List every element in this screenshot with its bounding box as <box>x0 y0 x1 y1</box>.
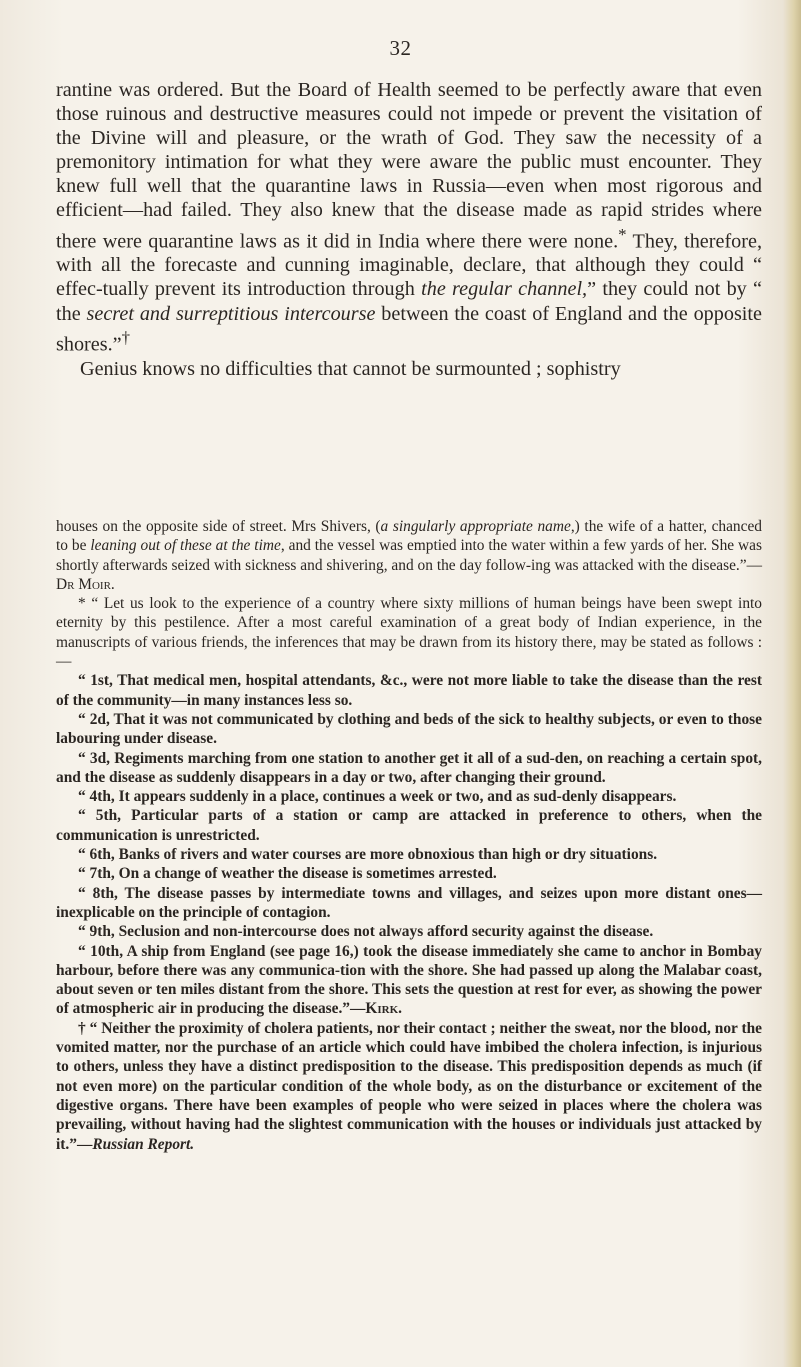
footnote-list-item-10 <box>56 942 762 1019</box>
footnote-list-item: “ 8th, The disease passes by intermediate towns and villages, and seizes upon more distant ones—inexplicable on the principle of contagion. <box>56 884 762 921</box>
footnote-list-item: “ 3d, Regiments marching from one station to another get it all of a sud-den, on reaching a certain spot, and the disease as suddenly disappears in a day or two, after changing their ground. <box>56 749 762 786</box>
page-number: 32 <box>389 36 412 60</box>
footnote-list-item: “ 9th, Seclusion and non-intercourse does not always afford security against the disease. <box>78 923 654 941</box>
footnote-emphasis: leaning out of these at the time <box>90 537 281 555</box>
footnote-asterisk: * “ Let us look to the experience of a country where sixty millions of human beings have been swept into eternity by this pestilence. After a most careful examination of a great body of Indian experience, in the manuscripts of various friends, the inferences that may be drawn from its history there, may be stated as follows :— <box>56 595 762 671</box>
footnote-list-item: “ 1st, That medical men, hospital attendants, &c., were not more liable to take the disease than the rest of the community—in many instances less so. <box>56 672 762 709</box>
main-paragraph-2: Genius knows no difficulties that cannot be surmounted ; sophistry <box>80 357 621 380</box>
footnote-list-item: “ 2d, That it was not communicated by clothing and beds of the sick to healthy subjects, or even to those labouring under disease. <box>56 710 762 748</box>
footnote-text-run: † “ Neither the proximity of cholera patients, nor their contact ; neither the sweat, nor the blood, nor the vomited matter, nor the purchase of an article which could have imbibed the cholera infection, is injurious to others, unless they have a distinct predisposition to the disease. This predisposition depends as much (if not even more) on the particular condition of the whole body, as on the disturbance or excitement of the digestive organs. There have been examples of people who were seized in places where the cholera was prevailing, without having had the slightest communication with the houses or individuals just attacked by it.”— <box>56 1019 762 1153</box>
footnote-text-run: ,) the wife of a hatter, chanced to be <box>56 518 762 555</box>
footnote-list-item: “ 6th, Banks of rivers and water courses are more obnoxious than high or dry situations. <box>78 846 658 864</box>
footnote-list-item: “ 7th, On a change of weather the disease is sometimes arrested. <box>78 865 497 883</box>
footnote-mark-dagger: † <box>121 327 131 347</box>
footnote-attribution: Russian Report. <box>92 1135 195 1153</box>
main-text-run: ” they could not by “ the <box>56 278 762 325</box>
main-text-run: They, therefore, with all the forecaste and cunning imaginable, declare, that although they could “ effec-tually prevent its introduction through <box>56 230 762 301</box>
footnotes <box>56 517 762 1154</box>
footnote-text-run: “ 10th, A ship from England (see page 16,) took the disease immediately she came to anchor in Bombay harbour, before there was any communica-tion with the shore. She had passed up along the Malabar coast, about seven or ten miles distant from the shore. This sets the question at rest for ever, as showing the power of atmospheric air in producing the disease.”— <box>56 942 762 1018</box>
footnote-attribution: Dr Moir. <box>56 575 115 593</box>
footnote-dagger <box>56 1019 762 1154</box>
footnote-mark-asterisk: * <box>618 224 627 244</box>
footnote-emphasis: a singularly appropriate name <box>380 518 571 535</box>
page-edge-shadow <box>783 0 801 1367</box>
footnote-attribution: Kirk. <box>365 1000 402 1018</box>
footnote-list-item: “ 5th, Particular parts of a station or camp are attacked in preference to others, when the communication is unrestricted. <box>56 807 762 844</box>
footnote-continuation <box>56 517 762 594</box>
emphasis-regular-channel: the regular channel, <box>421 278 588 301</box>
main-text <box>56 78 762 381</box>
footnote-text-run: houses on the opposite side of street. Mrs Shivers, ( <box>56 518 381 535</box>
footnote-text-run: , and the vessel was emptied into the water within a few yards of her. She was shortly afterwards seized with sickness and shivering, and on the day follow-ing was attacked with the disease.”— <box>56 537 762 574</box>
main-text-run: rantine was ordered. But the Board of Health seemed to be perfectly aware that even those ruinous and destructive measures could not impede or prevent the visitation of the Divine will and pleasure, or the wrath of God. They saw the necessity of a premonitory intimation for what they were aware the public must encounter. They knew full well that the quarantine laws in Russia—even when most rigorous and efficient—had failed. They also knew that the disease made as rapid strides where there were quarantine laws as it did in India where there were none. <box>56 79 762 253</box>
footnote-list-item: “ 4th, It appears suddenly in a place, continues a week or two, and as sud-denly disappears. <box>78 788 677 806</box>
main-text-run: between the coast of England and the opposite shores.” <box>56 302 762 356</box>
main-paragraph-1 <box>56 78 762 357</box>
emphasis-secret-intercourse: secret and surreptitious intercourse <box>86 302 376 325</box>
